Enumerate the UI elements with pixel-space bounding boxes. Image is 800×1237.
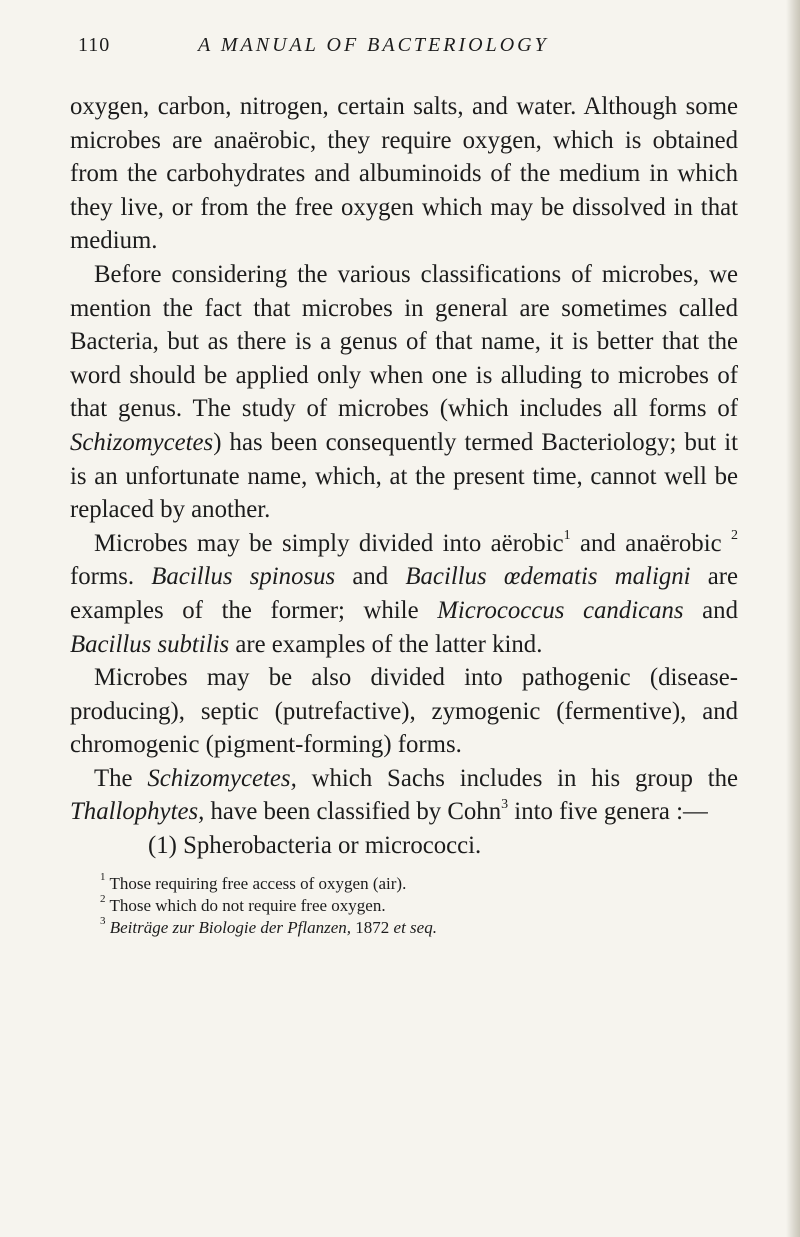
page-edge [786, 0, 800, 1237]
paragraph-4: Microbes may be also divided into pathogenic (disease-producing), septic (putrefactive), zymogenic (fermentive), and chromogenic (pigment-forming) forms. [70, 664, 738, 759]
p3-text-g: are examples of the latter kind. [229, 630, 543, 658]
footnote-2-text: Those which do not require free oxygen. [105, 895, 386, 915]
p5-text-b: which Sachs includes in his group the [296, 764, 738, 792]
p3-text-b: and anaërobic [570, 529, 731, 557]
p3-text-c: forms. [70, 563, 152, 591]
footnote-2-mark: 2 [100, 893, 106, 905]
p2-text-a: Before considering the various classifications of microbes, we mention the fact that microbes in general are sometimes called Bacteria, but as there is a genus of that name, it is better that the word should be applied only when one is alluding to microbes of that genus. The study of microbes (which includes all forms of [70, 260, 738, 423]
footnote-ref-2: 2 [731, 528, 738, 544]
footnote-3-year: 1872 [351, 917, 394, 937]
p3-text-e: are examples of the former; while [70, 563, 738, 624]
paragraph-3 [70, 527, 738, 661]
p3-text-f: and [683, 596, 738, 624]
species-bacillus-oedematis: Bacillus œdematis maligni [405, 563, 691, 591]
footnote-2 [100, 895, 738, 917]
paragraph-1: oxygen, carbon, nitrogen, certain salts, and water. Although some microbes are anaërobic, they require oxygen, which is obtained from the carbohydrates and albuminoids of the medium in which they live, or from the free oxygen which may be dissolved in that medium. [70, 93, 738, 255]
p5-text-c: have been classified by Cohn [204, 798, 502, 826]
species-bacillus-subtilis: Bacillus subtilis [70, 630, 230, 658]
footnotes [70, 873, 738, 939]
footnote-1-mark: 1 [100, 871, 106, 883]
term-thallophytes: Thallophytes, [70, 798, 205, 826]
footnote-1-text: Those requiring free access of oxygen (air). [105, 873, 407, 893]
footnote-3-mark: 3 [100, 915, 106, 927]
book-page [70, 30, 738, 939]
footnote-1 [100, 873, 738, 895]
p2-text-b: ) has been consequently termed Bacteriology; but it is an unfortunate name, which, at the present time, cannot well be replaced by another. [70, 428, 738, 524]
body-text [70, 90, 738, 863]
species-micrococcus-candicans: Micrococcus candicans [437, 596, 684, 624]
footnote-3-seq: et seq. [393, 917, 437, 937]
p5-text-d: into five genera :— [508, 798, 708, 826]
footnote-ref-1: 1 [563, 528, 571, 544]
footnote-ref-3: 3 [501, 797, 509, 813]
p3-text-a: Microbes may be simply divided into aërobic [94, 529, 564, 557]
term-schizomycetes-2: Schizomycetes, [147, 764, 297, 792]
p3-text-d: and [335, 563, 406, 591]
p5-text-a: The [94, 764, 148, 792]
species-bacillus-spinosus: Bacillus spinosus [151, 563, 336, 591]
footnote-3-title: Beiträge zur Biologie der Pflanzen, [105, 917, 352, 937]
page-header [70, 30, 738, 64]
term-schizomycetes: Schizomycetes [70, 428, 214, 456]
page-number: 110 [78, 34, 111, 56]
paragraph-2 [70, 258, 738, 527]
genus-list-item-1: (1) Spherobacteria or micrococci. [148, 832, 482, 860]
running-title: A MANUAL OF BACTERIOLOGY [198, 34, 549, 56]
footnote-3 [100, 917, 738, 939]
paragraph-5 [70, 762, 738, 829]
